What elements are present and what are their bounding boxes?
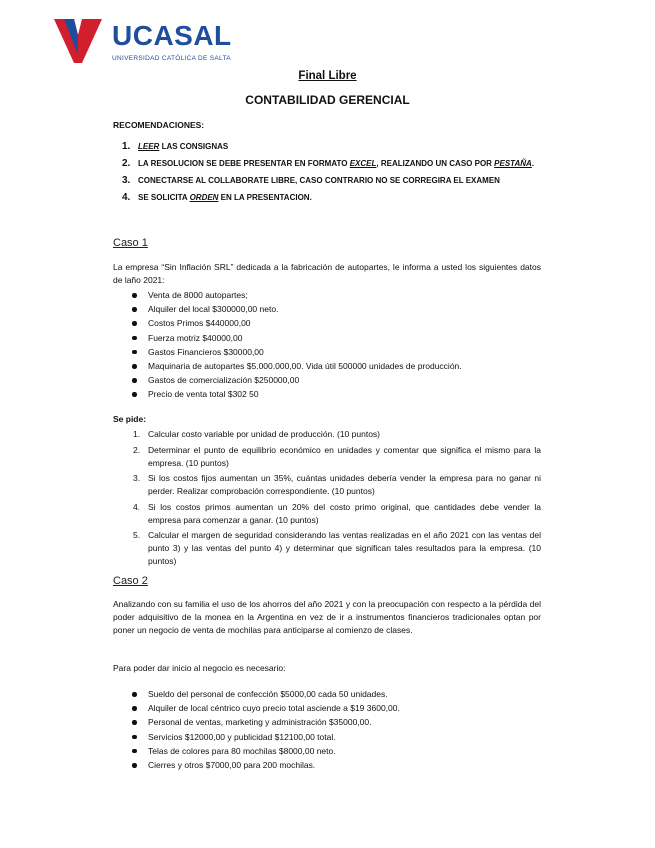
list-item: Gastos de comercialización $250000,00 bbox=[113, 373, 462, 387]
list-item: Alquiler de local céntrico cuyo precio total asciende a $19 3600,00. bbox=[113, 701, 400, 715]
case1-intro: La empresa “Sin Inflación SRL” dedicada a la fabricación de autopartes, le informa a usted los siguientes datos de laño 2021: bbox=[113, 262, 541, 285]
list-item: Maquinaria de autopartes $5.000.000,00. Vida útil 500000 unidades de producción. bbox=[113, 359, 462, 373]
task-item: 3. Si los costos fijos aumentan un 35%, cuántas unidades debería vender la empresa para no ganar ni perder. Realizar comprobación correspondiente. (10 puntos) bbox=[133, 473, 541, 496]
case1-task-list bbox=[113, 428, 541, 571]
list-item: Telas de colores para 80 mochilas $8000,00 neto. bbox=[113, 744, 400, 758]
recommendations-list bbox=[113, 140, 543, 208]
case1-data-list bbox=[113, 288, 462, 402]
ucasal-logo bbox=[52, 15, 232, 67]
subject-title: CONTABILIDAD GERENCIAL bbox=[245, 93, 410, 107]
logo-subtitle: UNIVERSIDAD CATÓLICA DE SALTA bbox=[112, 55, 231, 62]
recommendation-item: 2. LA RESOLUCION SE DEBE PRESENTAR EN FORMATO EXCEL, REALIZANDO UN CASO POR PESTAÑA. bbox=[122, 158, 535, 169]
list-item: Personal de ventas, marketing y administración $35000,00. bbox=[113, 715, 400, 729]
ucasal-shield-icon bbox=[52, 15, 104, 67]
list-item: Precio de venta total $302 50 bbox=[113, 387, 462, 401]
case2-intro: Analizando con su familia el uso de los ahorros del año 2021 y con la preocupación con respecto a la pérdida del poder adquisitivo de la monea en la Argentina en vez de ir a instrumentos financieros tradicionales optan por poner un negocio de venta de mochilas para anticiparse al comienzo de clases. bbox=[113, 599, 541, 635]
list-item: Fuerza motriz $40000,00 bbox=[113, 331, 462, 345]
se-pide-label: Se pide: bbox=[113, 414, 147, 424]
task-item: 5. Calcular el margen de seguridad considerando las ventas realizadas en el año 2021 con las ventas del punto 3) y las ventas del punto 4) y determinar que significan tales resultados para la empresa. (10 puntos) bbox=[133, 530, 541, 566]
case2-sub-intro: Para poder dar inicio al negocio es necesario: bbox=[113, 663, 286, 673]
recommendation-item: 1. LEER LAS CONSIGNAS bbox=[122, 141, 229, 152]
list-item: Cierres y otros $7000,00 para 200 mochilas. bbox=[113, 758, 400, 772]
list-item: Alquiler del local $300000,00 neto. bbox=[113, 302, 462, 316]
document-title: Final Libre bbox=[298, 70, 357, 82]
case2-items-list bbox=[113, 687, 400, 772]
task-item: 2. Determinar el punto de equilibrio económico en unidades y comentar que significa el mismo para la empresa. (10 puntos) bbox=[133, 444, 541, 468]
case2-heading: Caso 2 bbox=[113, 575, 148, 587]
list-item: Gastos Financieros $30000,00 bbox=[113, 345, 462, 359]
recommendation-item: 4. SE SOLICITA ORDEN EN LA PRESENTACION. bbox=[122, 192, 312, 203]
task-item: 1. Calcular costo variable por unidad de producción. (10 puntos) bbox=[133, 429, 380, 439]
list-item: Sueldo del personal de confección $5000,00 cada 50 unidades. bbox=[113, 687, 400, 701]
case1-heading: Caso 1 bbox=[113, 237, 148, 249]
list-item: Costos Primos $440000,00 bbox=[113, 316, 462, 330]
recommendations-heading: RECOMENDACIONES: bbox=[113, 120, 205, 130]
task-item: 4. Si los costos primos aumentan un 20% del costo primo original, que cantidades debe vender la empresa para comenzar a ganar. (10 puntos) bbox=[133, 501, 541, 525]
recommendation-item: 3. CONECTARSE AL COLLABORATE LIBRE, CASO CONTRARIO NO SE CORREGIRA EL EXAMEN bbox=[122, 175, 500, 186]
list-item: Servicios $12000,00 y publicidad $12100,00 total. bbox=[113, 730, 400, 744]
list-item: Venta de 8000 autopartes; bbox=[113, 288, 462, 302]
logo-wordmark: UCASAL bbox=[112, 20, 232, 51]
